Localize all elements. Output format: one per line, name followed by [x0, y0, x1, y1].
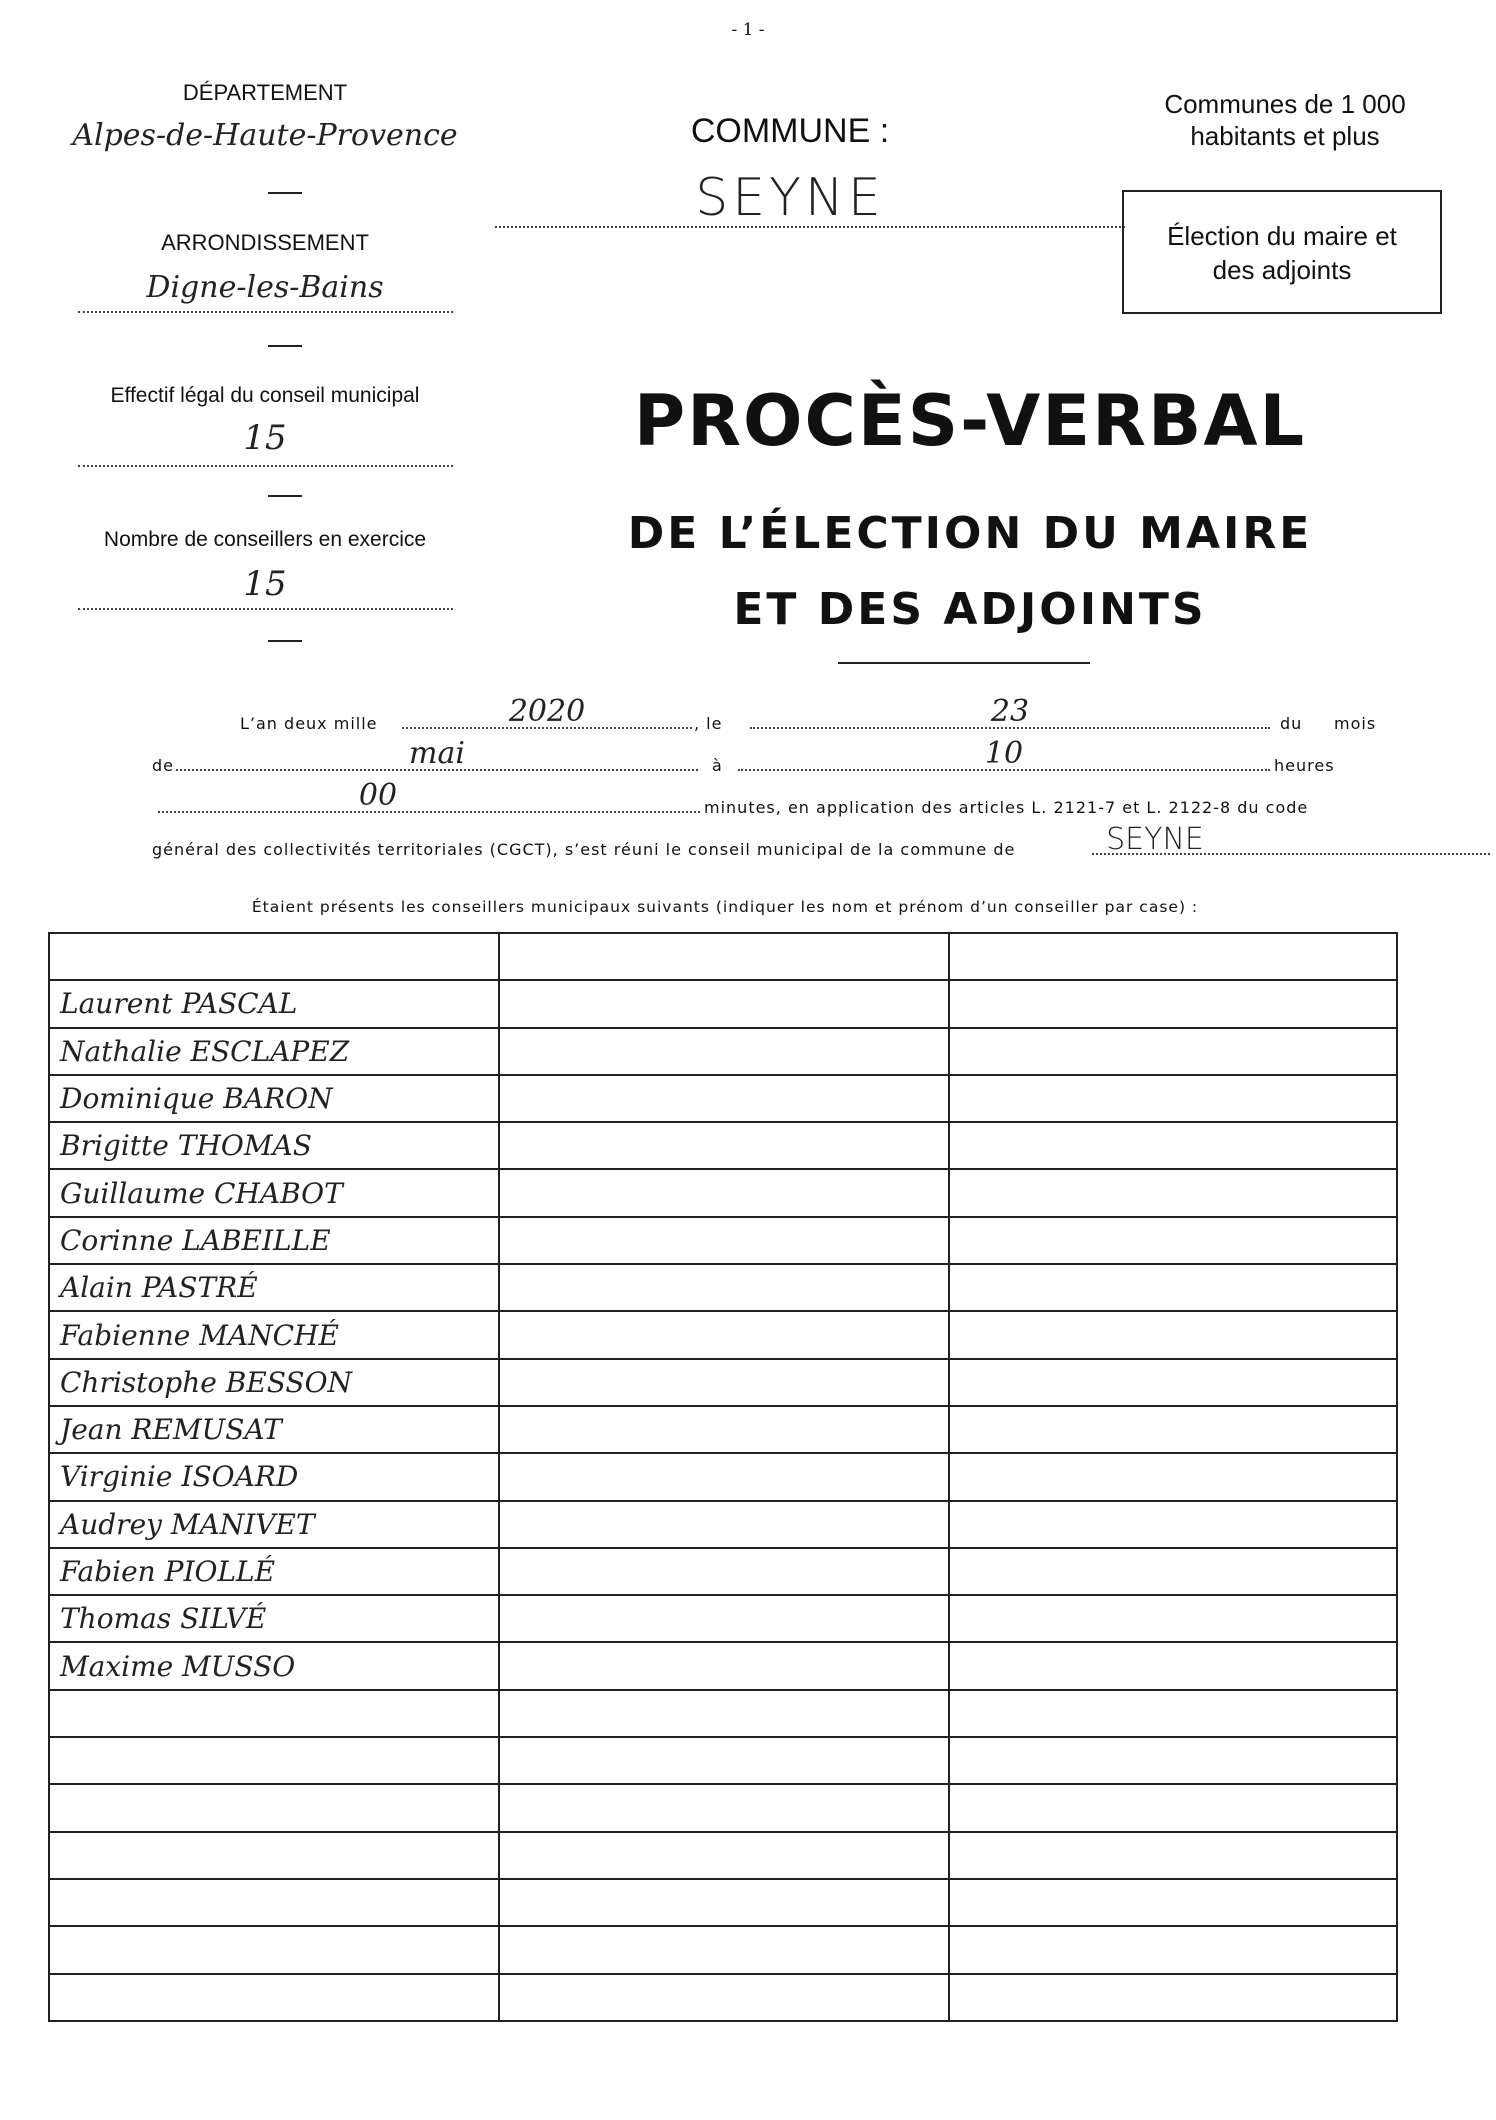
table-cell [499, 1311, 949, 1358]
commune-line [495, 218, 1125, 228]
exercice-value: 15 [243, 564, 287, 604]
table-row [49, 1122, 1397, 1169]
councillor-name: Maxime MUSSO [49, 1642, 499, 1689]
day-value: 23 [990, 694, 1030, 729]
commune-label: COMMUNE : [690, 112, 890, 150]
table-row [49, 1548, 1397, 1595]
councillor-name: Audrey MANIVET [49, 1501, 499, 1548]
table-cell [949, 980, 1397, 1027]
table-row [49, 1879, 1397, 1926]
table-cell [949, 1453, 1397, 1500]
councillor-name: Jean REMUSAT [49, 1406, 499, 1453]
table-cell [499, 1122, 949, 1169]
commune-category-line2: habitants et plus [1190, 121, 1380, 151]
table-row [49, 1406, 1397, 1453]
table-row [49, 1690, 1397, 1737]
page-subtitle-line2: ET DES ADJOINTS [733, 584, 1207, 635]
year-value: 2020 [508, 694, 586, 729]
councillor-name: Virginie ISOARD [49, 1453, 499, 1500]
table-cell [499, 1217, 949, 1264]
table-cell [949, 1974, 1397, 2021]
page-title: PROCÈS-VERBAL [633, 380, 1307, 462]
table-cell [949, 1217, 1397, 1264]
councillor-name: Guillaume CHABOT [49, 1169, 499, 1216]
table-cell [949, 1028, 1397, 1075]
table-cell [499, 1737, 949, 1784]
councillors-table [48, 932, 1398, 2022]
page-number: - 1 - [731, 20, 765, 40]
table-cell [499, 1264, 949, 1311]
table-row [49, 1359, 1397, 1406]
title-underline [838, 662, 1090, 664]
table-row [49, 1264, 1397, 1311]
table-cell [499, 1926, 949, 1973]
table-row [49, 1453, 1397, 1500]
table-row [49, 1028, 1397, 1075]
table-row [49, 1311, 1397, 1358]
table-row [49, 1784, 1397, 1831]
election-type-box [1122, 190, 1442, 314]
arrondissement-value: Digne-les-Bains [146, 270, 384, 305]
table-cell [949, 933, 1397, 980]
table-row [49, 1737, 1397, 1784]
separator [268, 640, 302, 642]
councillor-name: Alain PASTRÉ [49, 1264, 499, 1311]
intro-commune-value: SEYNE [1106, 822, 1204, 857]
hour-value: 10 [984, 736, 1024, 771]
table-row [49, 1926, 1397, 1973]
table-cell [499, 1832, 949, 1879]
table-cell [499, 1359, 949, 1406]
table-cell [49, 1879, 499, 1926]
table-cell [499, 980, 949, 1027]
table-row [49, 933, 1397, 980]
table-cell [499, 1406, 949, 1453]
table-cell [949, 1359, 1397, 1406]
table-cell [949, 1926, 1397, 1973]
table-cell [949, 1879, 1397, 1926]
table-cell [949, 1595, 1397, 1642]
table-cell [949, 1737, 1397, 1784]
commune-category [1120, 88, 1450, 152]
arrondissement-label: ARRONDISSEMENT [161, 230, 369, 255]
present-caption: Étaient présents les conseillers municipaux suivants (indiquer les nom et prénom d’un conseiller par case) : [251, 898, 1199, 916]
minutes-value: 00 [358, 778, 398, 813]
table-cell [49, 1737, 499, 1784]
table-cell [499, 1028, 949, 1075]
table-cell [49, 933, 499, 980]
intro-a: à [712, 756, 723, 775]
table-cell [949, 1501, 1397, 1548]
councillor-name: Dominique BARON [49, 1075, 499, 1122]
page-subtitle-line1: DE L’ÉLECTION DU MAIRE [627, 508, 1313, 559]
table-cell [499, 1784, 949, 1831]
table-row [49, 1642, 1397, 1689]
commune-category-line1: Communes de 1 000 [1164, 89, 1406, 119]
separator [268, 495, 302, 497]
table-cell [499, 1453, 949, 1500]
table-row [49, 1832, 1397, 1879]
table-row [49, 1169, 1397, 1216]
councillor-name: Laurent PASCAL [49, 980, 499, 1027]
month-value: mai [409, 736, 465, 771]
table-cell [49, 1690, 499, 1737]
table-row [49, 1595, 1397, 1642]
table-cell [499, 1690, 949, 1737]
table-cell [499, 1501, 949, 1548]
table-cell [949, 1169, 1397, 1216]
table-cell [499, 1075, 949, 1122]
table-cell [949, 1548, 1397, 1595]
councillor-name: Corinne LABEILLE [49, 1217, 499, 1264]
councillor-name: Brigitte THOMAS [49, 1122, 499, 1169]
table-cell [499, 1169, 949, 1216]
table-cell [949, 1311, 1397, 1358]
intro-general: général des collectivités territoriales (CGCT), s’est réuni le conseil municipal de la commune de [152, 840, 1016, 859]
table-row [49, 1974, 1397, 2021]
table-cell [49, 1926, 499, 1973]
table-cell [499, 1595, 949, 1642]
election-type-line2: des adjoints [1212, 255, 1352, 285]
table-cell [499, 1548, 949, 1595]
table-row [49, 1501, 1397, 1548]
table-cell [499, 933, 949, 980]
intro-le: , le [694, 714, 723, 733]
councillor-name: Fabienne MANCHÉ [49, 1311, 499, 1358]
table-cell [949, 1122, 1397, 1169]
departement-value: Alpes-de-Haute-Provence [72, 118, 458, 153]
table-row [49, 1075, 1397, 1122]
intro-minutes: minutes, en application des articles L. 2121-7 et L. 2122-8 du code [704, 798, 1309, 817]
table-cell [499, 1974, 949, 2021]
councillor-name: Christophe BESSON [49, 1359, 499, 1406]
table-cell [949, 1690, 1397, 1737]
effectif-value: 15 [243, 418, 287, 458]
table-cell [949, 1075, 1397, 1122]
table-row [49, 1217, 1397, 1264]
table-cell [949, 1264, 1397, 1311]
commune-value: SEYNE [695, 168, 885, 228]
table-cell [499, 1879, 949, 1926]
separator [268, 345, 302, 347]
table-cell [49, 1974, 499, 2021]
exercice-label: Nombre de conseillers en exercice [103, 528, 427, 551]
table-cell [949, 1642, 1397, 1689]
intro-de: de [152, 756, 174, 775]
table-cell [949, 1406, 1397, 1453]
table-cell [949, 1832, 1397, 1879]
councillor-name: Fabien PIOLLÉ [49, 1548, 499, 1595]
table-cell [499, 1642, 949, 1689]
intro-an: L’an deux mille [240, 714, 378, 733]
table-cell [49, 1784, 499, 1831]
councillor-name: Thomas SILVÉ [49, 1595, 499, 1642]
effectif-label: Effectif légal du conseil municipal [110, 384, 420, 407]
election-type-line1: Élection du maire et [1167, 221, 1397, 251]
councillor-name: Nathalie ESCLAPEZ [49, 1028, 499, 1075]
departement-label: DÉPARTEMENT [182, 80, 348, 105]
intro-du: du [1280, 714, 1303, 733]
intro-mois: mois [1334, 714, 1377, 733]
separator [268, 192, 302, 194]
table-cell [949, 1784, 1397, 1831]
table-cell [49, 1832, 499, 1879]
table-row [49, 980, 1397, 1027]
intro-heures: heures [1274, 756, 1335, 775]
